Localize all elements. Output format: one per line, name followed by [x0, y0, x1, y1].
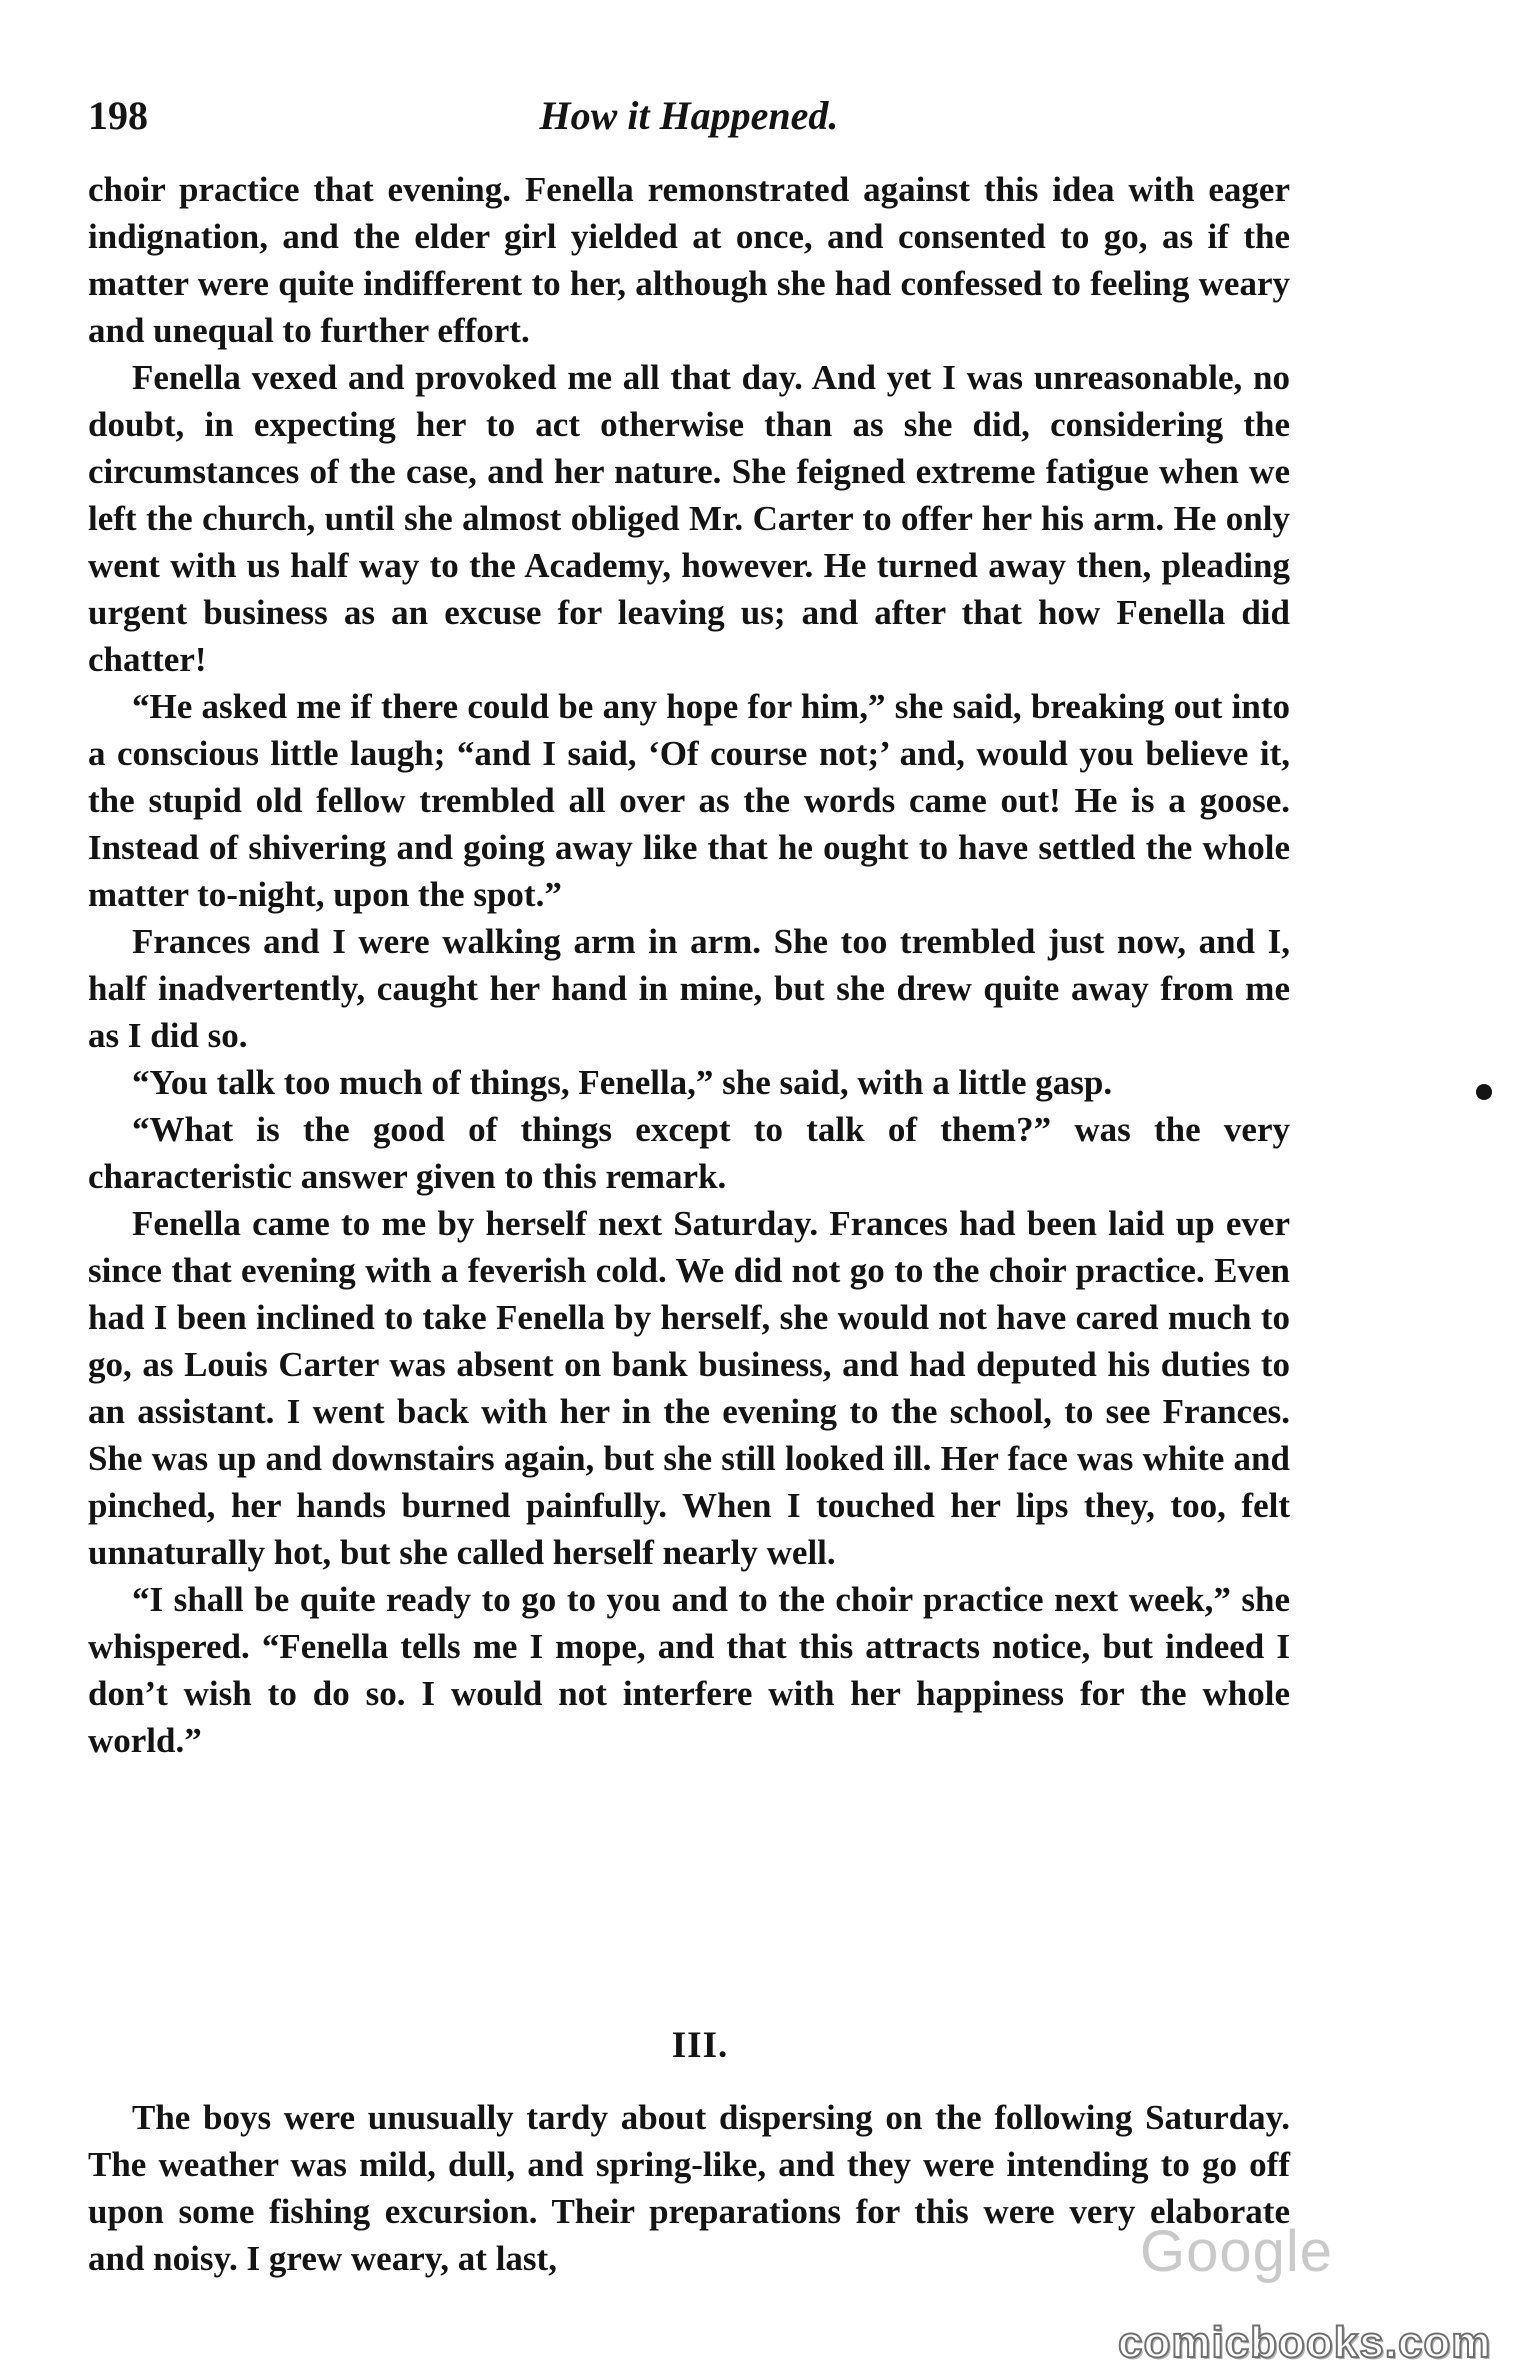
body-text-bottom — [88, 2094, 1290, 2282]
page-number: 198 — [88, 93, 148, 138]
margin-ink-dot — [1476, 1084, 1492, 1100]
paragraph: “I shall be quite ready to go to you and to the choir practice next week,” she whispered. “Fenella tells me I mope, and that this attracts notice, but indeed I don’t wish to do so. I would not interfere with her happiness for the whole world.” — [88, 1580, 1290, 1760]
paragraph: choir practice that evening. Fenella remonstrated against this idea with eager indignation, and the elder girl yielded at once, and consented to go, as if the matter were quite indifferent to her, although she had confessed to feeling weary and unequal to further effort. — [88, 170, 1290, 350]
body-text-top — [88, 166, 1290, 1764]
paragraph: “He asked me if there could be any hope for him,” she said, breaking out into a conscious little laugh; “and I said, ‘Of course not;’ and, would you believe it, the stupid old fellow trembled all over as the words came out! He is a goose. Instead of shivering and going away like that he ought to have settled the whole matter to-night, upon the spot.” — [88, 687, 1290, 914]
paragraph: “What is the good of things except to talk of them?” was the very characteristic answer given to this remark. — [88, 1110, 1290, 1196]
section-heading: III. — [671, 2025, 729, 2066]
google-watermark: Google — [1140, 2219, 1334, 2284]
paragraph: Frances and I were walking arm in arm. She too trembled just now, and I, half inadvertently, caught her hand in mine, but she drew quite away from me as I did so. — [88, 922, 1290, 1055]
site-watermark: comicbooks.com — [1118, 2318, 1492, 2367]
paragraph: “You talk too much of things, Fenella,” she said, with a little gasp. — [132, 1063, 1113, 1102]
paragraph: The boys were unusually tardy about dispersing on the following Saturday. The weather was mild, dull, and spring-like, and they were intending to go off upon some fishing excursion. Their preparations for this were very elaborate and noisy. I grew weary, at last, — [88, 2098, 1290, 2278]
paragraph: Fenella vexed and provoked me all that day. And yet I was unreasonable, no doubt, in expecting her to act otherwise than as she did, considering the circumstances of the case, and her nature. She feigned extreme fatigue when we left the church, until she almost obliged Mr. Carter to offer her his arm. He only went with us half way to the Academy, however. He turned away then, pleading urgent business as an excuse for leaving us; and after that how Fenella did chatter! — [88, 358, 1290, 679]
page-header — [88, 92, 1290, 152]
running-title: How it Happened. — [539, 93, 839, 138]
paragraph: Fenella came to me by herself next Saturday. Frances had been laid up ever since that evening with a feverish cold. We did not go to the choir practice. Even had I been inclined to take Fenella by herself, she would not have cared much to go, as Louis Carter was absent on bank business, and had deputed his duties to an assistant. I went back with her in the evening to the school, to see Frances. She was up and downstairs again, but she still looked ill. Her face was white and pinched, her hands burned painfully. When I touched her lips they, too, felt unnaturally hot, but she called herself nearly well. — [88, 1204, 1290, 1572]
